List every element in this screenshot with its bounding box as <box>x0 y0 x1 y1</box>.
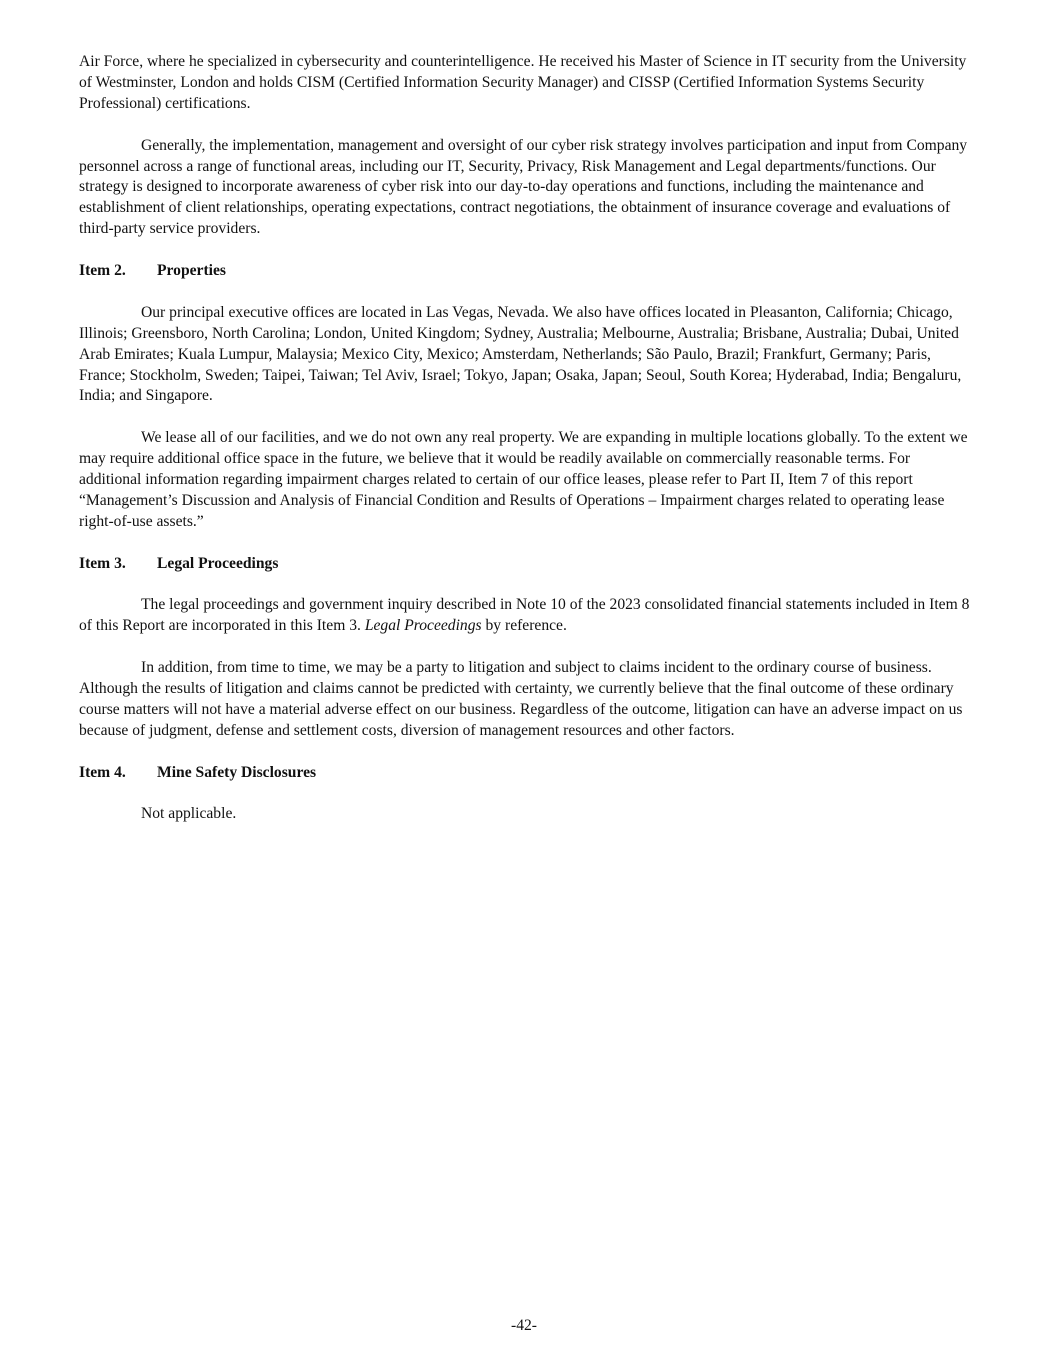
cyber-strategy-paragraph: Generally, the implementation, management and oversight of our cyber risk strategy involves participation and input from Company personnel across a range of functional areas, including our IT, Security, Privacy, Risk Management and Legal departments/functions. Our strategy is designed to incorporate awareness of cyber risk into our day-to-day operations and functions, including the maintenance and establishment of client relationships, operating expectations, contract negotiations, the obtainment of insurance coverage and evaluations of third-party service providers. <box>79 136 968 238</box>
item-4-heading <box>79 763 971 784</box>
item-4-number: Item 4. <box>79 763 126 781</box>
item-2-title: Properties <box>157 262 226 280</box>
item-3-heading <box>79 554 971 575</box>
item-2-number: Item 2. <box>79 262 126 280</box>
item-3-title: Legal Proceedings <box>157 554 279 572</box>
item-2-heading <box>79 261 971 282</box>
document-page <box>79 52 971 846</box>
legal-text-after: by reference. <box>481 617 567 635</box>
intro-paragraph: Air Force, where he specialized in cybersecurity and counterintelligence. He received his Master of Science in IT security from the University of Westminster, London and holds CISM (Certified Information Security Manager) and CISSP (Certified Information Systems Security Professional) certifications. <box>79 53 967 112</box>
mine-safety-paragraph: Not applicable. <box>141 805 237 823</box>
page-number: -42- <box>511 1317 537 1334</box>
legal-proceedings-paragraph-2: In addition, from time to time, we may be a party to litigation and subject to claims incident to the ordinary course of business. Although the results of litigation and claims cannot be predicted with certainty, we currently believe that the final outcome of these ordinary course matters will not have a material adverse effect on our business. Regardless of the outcome, litigation can have an adverse impact on us because of judgment, defense and settlement costs, diversion of management resources and other factors. <box>79 659 963 739</box>
properties-paragraph-1: Our principal executive offices are located in Las Vegas, Nevada. We also have offices located in Pleasanton, California; Chicago, Illinois; Greensboro, North Carolina; London, United Kingdom; Sydney, Australia; Melbourne, Australia; Brisbane, Australia; Dubai, United Arab Emirates; Kuala Lumpur, Malaysia; Mexico City, Mexico; Amsterdam, Netherlands; São Paulo, Brazil; Frankfurt, Germany; Paris, France; Stockholm, Sweden; Taipei, Taiwan; Tel Aviv, Israel; Tokyo, Japan; Osaka, Japan; Seoul, South Korea; Hyderabad, India; Bengaluru, India; and Singapore. <box>79 303 962 405</box>
legal-text-before: The legal proceedings and government inquiry described in Note 10 of the 2023 consolidated financial statements included in Item 8 of this Report are incorporated in this Item 3. <box>79 596 970 635</box>
legal-proceedings-paragraph-1 <box>79 595 971 637</box>
properties-paragraph-2: We lease all of our facilities, and we do not own any real property. We are expanding in multiple locations globally. To the extent we may require additional office space in the future, we believe that it would be readily available on commercially reasonable terms. For additional information regarding impairment charges related to certain of our office leases, please refer to Part II, Item 7 of this report “Management’s Discussion and Analysis of Financial Condition and Results of Operations – Impairment charges related to operating lease right-of-use assets.” <box>79 429 968 530</box>
item-4-title: Mine Safety Disclosures <box>157 763 317 781</box>
item-3-number: Item 3. <box>79 554 126 572</box>
legal-proceedings-italic: Legal Proceedings <box>364 617 482 635</box>
